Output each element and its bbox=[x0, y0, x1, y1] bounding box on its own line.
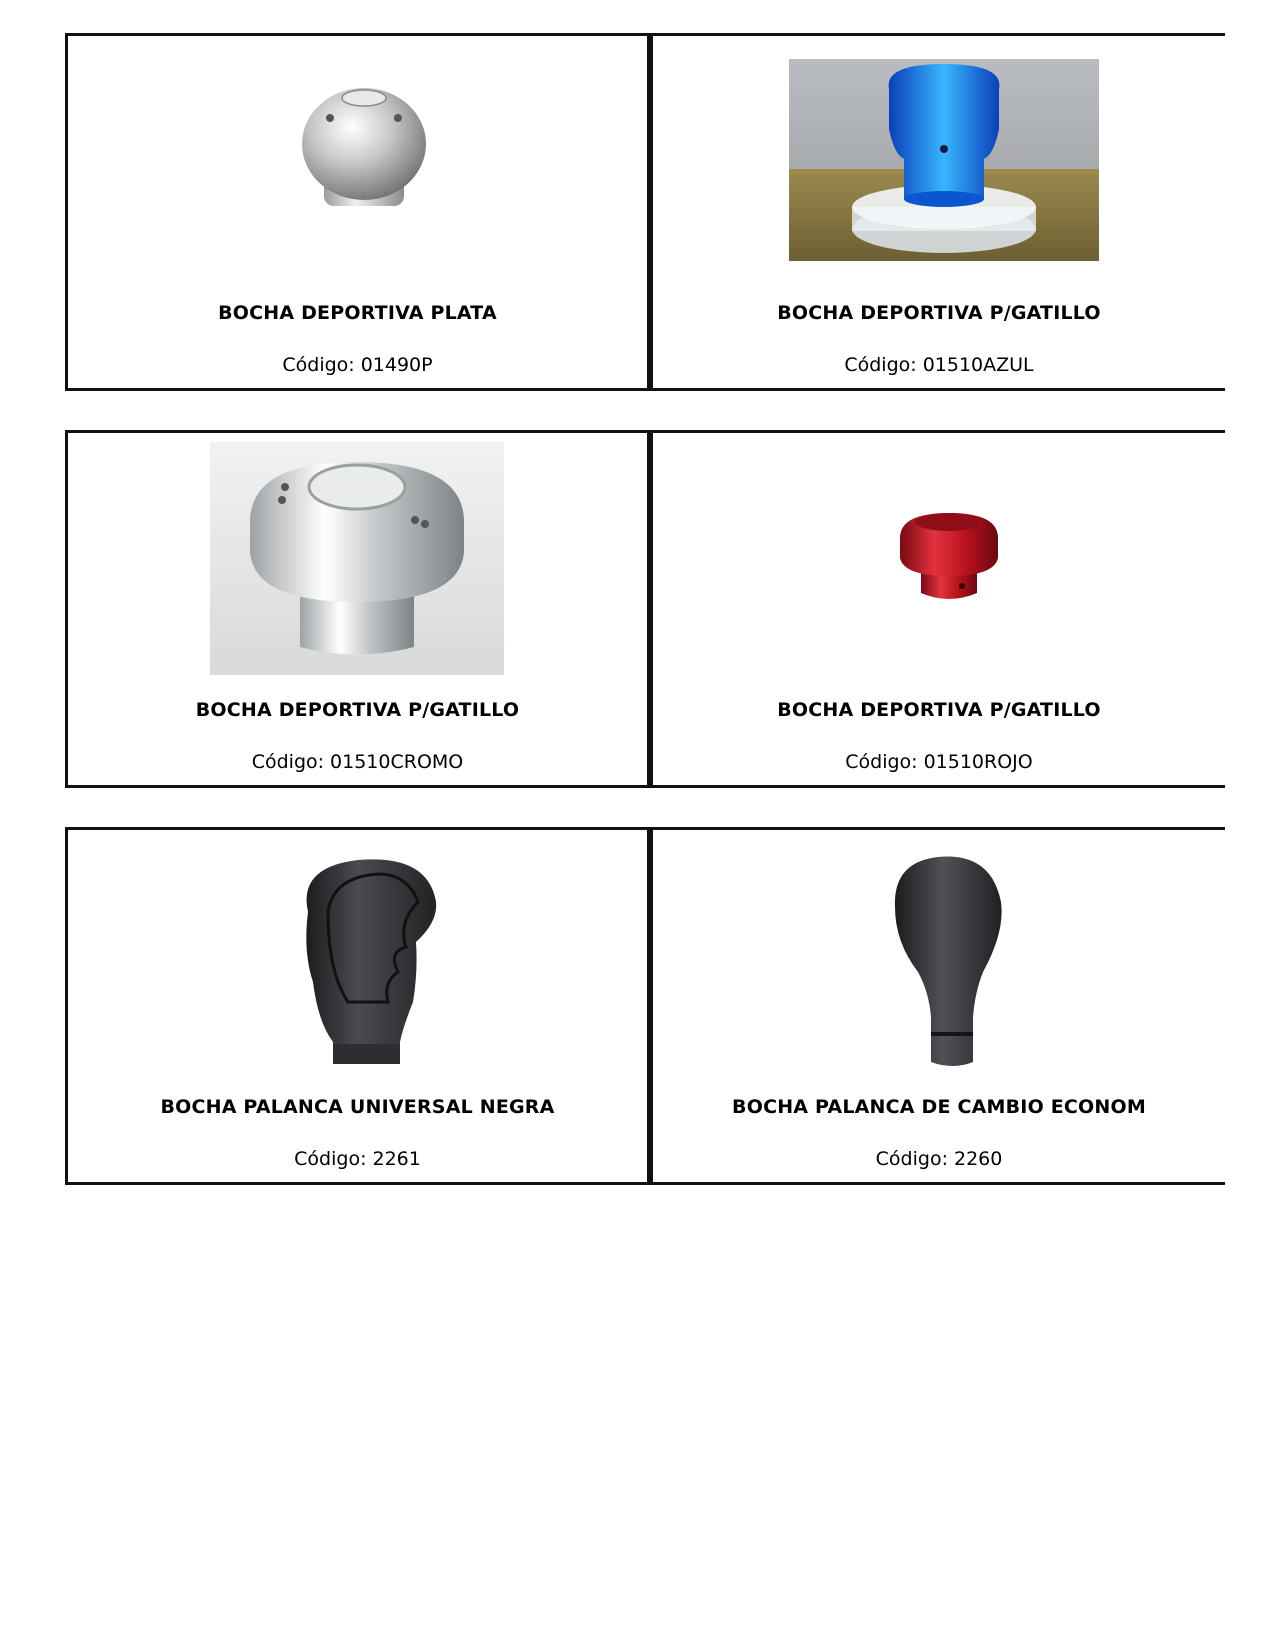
product-code bbox=[68, 354, 647, 376]
product-name: BOCHA DEPORTIVA P/GATILLO bbox=[777, 302, 1101, 324]
silver-knob-icon bbox=[300, 78, 428, 218]
red-knob-icon bbox=[896, 508, 1002, 605]
code-value: 2260 bbox=[953, 1148, 1003, 1170]
product-card bbox=[650, 827, 1225, 1185]
product-name: BOCHA DEPORTIVA PLATA bbox=[218, 302, 497, 324]
product-code bbox=[68, 751, 647, 773]
code-label: Código: bbox=[845, 751, 918, 773]
product-code bbox=[653, 354, 1225, 376]
code-value: 2261 bbox=[372, 1148, 421, 1170]
code-value: 01510AZUL bbox=[922, 354, 1034, 376]
code-label: Código: bbox=[844, 354, 917, 376]
product-name: BOCHA PALANCA UNIVERSAL NEGRA bbox=[160, 1096, 555, 1118]
product-card bbox=[650, 430, 1225, 788]
product-card bbox=[65, 33, 650, 391]
product-code bbox=[68, 1148, 647, 1170]
code-value: 01490P bbox=[360, 354, 433, 376]
chrome-knob-photo bbox=[210, 442, 504, 675]
code-label: Código: bbox=[251, 751, 325, 773]
blue-lit-knob-photo bbox=[789, 59, 1099, 261]
product-card bbox=[65, 430, 650, 788]
product-card bbox=[65, 827, 650, 1185]
code-label: Código: bbox=[282, 354, 355, 376]
code-value: 01510CROMO bbox=[330, 751, 464, 773]
black-tapered-knob-icon bbox=[873, 852, 1013, 1070]
code-label: Código: bbox=[875, 1148, 948, 1170]
product-name: BOCHA DEPORTIVA P/GATILLO bbox=[195, 699, 520, 721]
black-ergonomic-knob-icon bbox=[288, 852, 448, 1070]
code-value: 01510ROJO bbox=[923, 751, 1033, 773]
product-code bbox=[653, 751, 1225, 773]
product-name: BOCHA DEPORTIVA P/GATILLO bbox=[777, 699, 1101, 721]
code-label: Código: bbox=[294, 1148, 367, 1170]
product-name: BOCHA PALANCA DE CAMBIO ECONOM bbox=[732, 1096, 1146, 1118]
product-code bbox=[653, 1148, 1225, 1170]
product-card bbox=[650, 33, 1225, 391]
